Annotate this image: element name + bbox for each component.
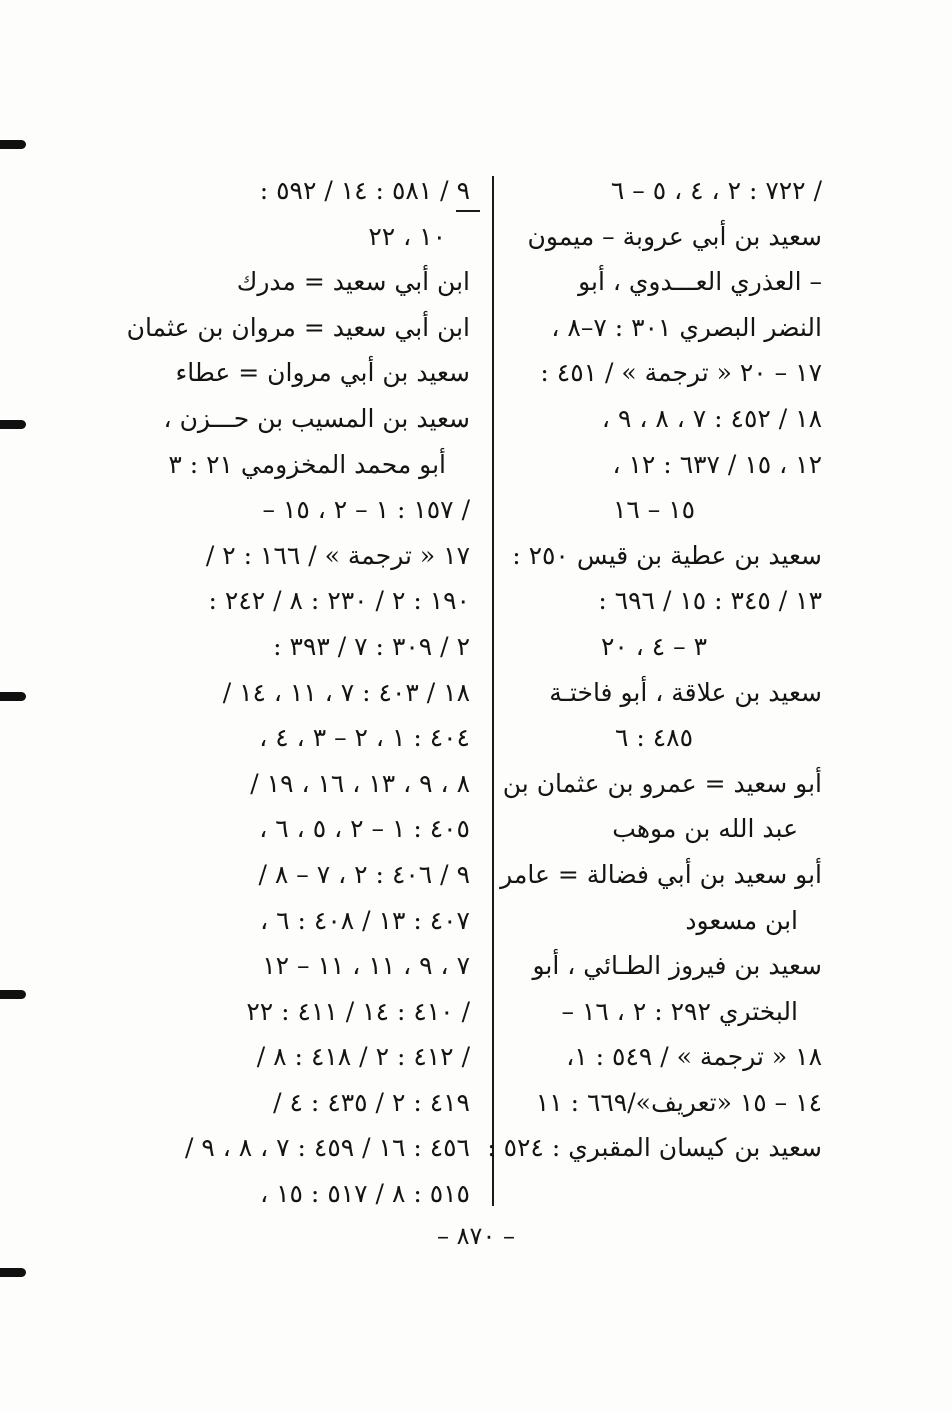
page-number: – ٨٧٠ – — [437, 1222, 515, 1250]
index-line: / ٤١٠ : ١٤ / ٤١١ : ٢٢ — [246, 996, 470, 1026]
index-line: ١٤ – ١٥ «تعريف»/٦٦٩ : ١١ — [535, 1087, 822, 1117]
index-line: سعيد بن علاقة ، أبو فاختـة — [549, 677, 822, 707]
index-line: البختري ٢٩٢ : ٢ ، ١٦ – — [561, 996, 798, 1026]
index-line: ٩ / ٥٨١ : ١٤ / ٥٩٢ : — [259, 176, 470, 205]
index-line: ٤٠٥ : ١ – ٢ ، ٥ ، ٦ ، — [259, 814, 470, 844]
index-line: سعيد بن أبي عروبة – ميمون — [527, 221, 822, 251]
index-line: ابن مسعود — [685, 905, 798, 935]
index-line: / ١٥٧ : ١ – ٢ ، ١٥ – — [262, 495, 470, 525]
index-line: ٤١٩ : ٢ / ٤٣٥ : ٤ / — [273, 1087, 470, 1117]
index-line: ٥١٥ : ٨ / ٥١٧ : ١٥ ، — [260, 1179, 470, 1209]
index-line: ١٨ / ٤٠٣ : ٧ ، ١١ ، ١٤ / — [222, 677, 470, 707]
index-line: ٨ ، ٩ ، ١٣ ، ١٦ ، ١٩ / — [250, 768, 470, 798]
index-line: عبد الله بن موهب — [612, 814, 798, 844]
index-line: ٢ / ٣٠٩ : ٧ / ٣٩٣ : — [273, 631, 470, 661]
index-line: ١٨ « ترجمة » / ٥٤٩ : ١، — [566, 1042, 822, 1072]
index-line: ٣ – ٤ ، ٢٠ — [600, 631, 708, 661]
index-line: ١٠ ، ٢٢ — [368, 221, 446, 251]
margin-mark — [0, 692, 26, 701]
index-line: ٤٥٦ : ١٦ / ٤٥٩ : ٧ ، ٨ ، ٩ / — [184, 1133, 470, 1163]
index-line: ١٧ « ترجمة » / ١٦٦ : ٢ / — [205, 540, 470, 570]
index-line: ١٧ – ٢٠ « ترجمة » / ٤٥١ : — [540, 358, 822, 388]
index-line: سعيد بن فيروز الطـائي ، أبو — [532, 951, 822, 981]
index-line: ١٥ – ١٦ — [612, 495, 696, 525]
index-line: ٤٨٥ : ٦ — [614, 723, 694, 753]
index-line: أبو سعيد بن أبي فضالة = عامر — [500, 859, 822, 889]
margin-mark — [0, 990, 26, 999]
index-line: ٤٠٧ : ١٣ / ٤٠٨ : ٦ ، — [260, 905, 470, 935]
index-line: ٤٠٤ : ١ ، ٢ – ٣ ، ٤ ، — [259, 723, 470, 753]
margin-mark — [0, 420, 26, 429]
index-line: ١٢ ، ١٥ / ٦٣٧ : ١٢ ، — [612, 449, 822, 479]
column-divider — [492, 176, 494, 1206]
index-line: سعيد بن عطية بن قيس ٢٥٠ : — [512, 540, 822, 570]
index-line: سعيد بن المسيب بن حـــزن ، — [163, 403, 470, 433]
index-line: ٩ / ٤٠٦ : ٢ ، ٧ – ٨ / — [258, 859, 470, 889]
index-line: النضر البصري ٣٠١ : ٧–٨ ، — [551, 312, 822, 342]
index-line: ٧ ، ٩ ، ١١ ، ١١ – ١٢ — [262, 951, 470, 981]
index-line: – العذري العـــدوي ، أبو — [578, 267, 822, 297]
margin-mark — [0, 1268, 26, 1277]
index-line: ١٩٠ : ٢ / ٢٣٠ : ٨ / ٢٤٢ : — [208, 586, 470, 616]
index-line: / ٧٢٢ : ٢ ، ٤ ، ٥ – ٦ — [610, 176, 822, 205]
index-column-left — [126, 168, 470, 1217]
index-line: ابن أبي سعيد = مدرك — [236, 267, 470, 297]
margin-mark — [0, 140, 26, 149]
index-line: / ٤١٢ : ٢ / ٤١٨ : ٨ / — [256, 1042, 470, 1072]
index-line: أبو سعيد = عمرو بن عثمان بن — [502, 768, 822, 798]
index-line: سعيد بن أبي مروان = عطاء — [175, 358, 470, 388]
index-column-right — [487, 168, 822, 1171]
index-line: ١٨ / ٤٥٢ : ٧ ، ٨ ، ٩ ، — [601, 403, 822, 433]
index-line: ١٣ / ٣٤٥ : ١٥ / ٦٩٦ : — [598, 586, 822, 616]
index-line: أبو محمد المخزومي ٢١ : ٣ — [168, 449, 446, 479]
index-line: سعيد بن كيسان المقبري : ٥٢٤ : — [487, 1133, 822, 1163]
index-line: ابن أبي سعيد = مروان بن عثمان — [126, 312, 470, 342]
